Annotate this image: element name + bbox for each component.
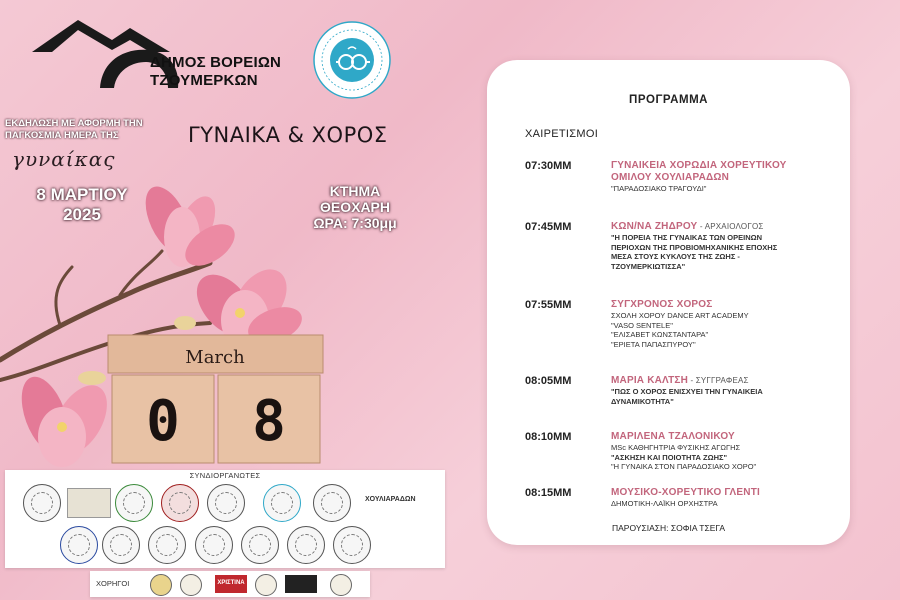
sponsor-logo <box>102 526 140 564</box>
sponsor-logo <box>67 488 111 518</box>
entry-line: ΔΗΜΟΤΙΚΗ-ΛΑΪΚΗ ΟΡΧΗΣΤΡΑ <box>611 499 718 508</box>
supporter-logo <box>330 574 352 596</box>
program-card <box>487 60 850 545</box>
illustration <box>0 175 490 475</box>
supporter-logo <box>150 574 172 596</box>
entry-head: ΜΑΡΙΑ ΚΑΛΤΣΗ <box>611 375 689 386</box>
entry-line: "VASO SENTELE" <box>611 320 673 330</box>
entry-line: ΔΥΝΑΜΙΚΟΤΗΤΑ" <box>611 396 674 406</box>
entry-line: "ΕΛΙΣΑΒΕΤ ΚΩΝΣΤΑΝΤΑΡΑ" <box>611 330 709 339</box>
program-title: ΠΡΟΓΡΑΜΜΑ <box>629 94 708 106</box>
sponsor-logo <box>148 526 186 564</box>
sponsor-panel <box>5 470 445 568</box>
entry-head: ΜΑΡΙΛΕΝΑ ΤΖΑΛΟΝΙΚΟΥ <box>611 431 735 442</box>
entry-head: ΜΟΥΣΙΚΟ-ΧΟΡΕΥΤΙΚΟ ΓΛΕΝΤΙ <box>611 487 760 498</box>
entry-time: 08:15ΜΜ <box>525 487 572 499</box>
entry-time: 08:05ΜΜ <box>525 375 572 387</box>
sponsor-logo <box>263 484 301 522</box>
calendar-digit-2: 8 <box>252 389 286 454</box>
venue-line-2: ΘΕΟΧΑΡΗ <box>319 199 390 215</box>
entry-head: ΣΥΓΧΡΟΝΟΣ ΧΟΡΟΣ <box>611 299 713 310</box>
program-greetings: ΧΑΙΡΕΤΙΣΜΟΙ <box>525 128 599 140</box>
sponsor-logo <box>161 484 199 522</box>
magnolia-flower-icon <box>13 371 119 467</box>
entry-time: 07:55ΜΜ <box>525 299 572 311</box>
entry-line: "ΠΑΡΑΔΟΣΙΑΚΟ ΤΡΑΓΟΥΔΙ" <box>611 184 707 193</box>
municipality-line-1: ΔΗΜΟΣ ΒΟΡΕΙΩΝ <box>150 54 282 71</box>
sponsor-named: ΧΟΥΛΙΑΡΑΔΩΝ <box>365 496 416 503</box>
event-date-line-1: 8 ΜΑΡΤΙΟΥ <box>36 185 128 204</box>
supporters-label: ΧΟΡΗΓΟΙ <box>96 579 130 588</box>
presenter: ΠΑΡΟΥΣΙΑΣΗ: ΣΟΦΙΑ ΤΣΕΓΑ <box>612 523 725 533</box>
sponsor-logo <box>115 484 153 522</box>
script-word: γυναίκας <box>12 147 116 171</box>
municipality-name <box>150 54 281 90</box>
entry-line: "ΑΣΚΗΣΗ ΚΑΙ ΠΟΙΟΤΗΤΑ ΖΩΗΣ" <box>611 452 728 462</box>
venue-time: ΩΡΑ: 7:30μμ <box>313 215 397 231</box>
supporter-logo <box>285 575 317 593</box>
entry-role: - ΣΥΓΓΡΑΦΕΑΣ <box>688 376 749 385</box>
calendar-month: March <box>185 347 245 368</box>
entry-head: ΚΩΝ/ΝΑ ΖΗΔΡΟΥ <box>611 221 698 232</box>
entry-head: ΓΥΝΑΙΚΕΙΑ ΧΟΡΩΔΙΑ ΧΟΡΕΥΤΙΚΟΥ <box>611 160 787 171</box>
sponsor-heading: ΣΥΝΔΙΟΡΓΑΝΩΤΕΣ <box>189 471 261 480</box>
sponsor-logo <box>207 484 245 522</box>
sponsor-logo <box>195 526 233 564</box>
event-title: ΓΥΝΑΙΚΑ & ΧΟΡΟΣ <box>188 123 388 147</box>
supporter-logo <box>215 575 247 593</box>
entry-line: "ΠΩΣ Ο ΧΟΡΟΣ ΕΝΙΣΧΥΕΙ ΤΗΝ ΓΥΝΑΙΚΕΙΑ <box>611 387 763 396</box>
supporters-panel <box>90 571 370 597</box>
entry-time: 07:30ΜΜ <box>525 160 572 172</box>
entry-line: "Η ΠΟΡΕΙΑ ΤΗΣ ΓΥΝΑΙΚΑΣ ΤΩΝ ΟΡΕΙΝΩΝ <box>611 233 763 242</box>
event-date-line-2: 2025 <box>63 205 101 224</box>
sponsor-logo <box>287 526 325 564</box>
wooden-calendar-icon <box>108 335 323 463</box>
venue-line-1: ΚΤΗΜΑ <box>329 183 381 199</box>
entry-line: MSc ΚΑΘΗΓΗΤΡΙΑ ΦΥΣΙΚΗΣ ΑΓΩΓΗΣ <box>611 443 741 452</box>
entry-line: ΣΧΟΛΗ ΧΟΡΟΥ DANCE ART ACADEMY <box>611 311 749 320</box>
entry-line: ΜΕΣΑ ΣΤΟΥΣ ΚΥΚΛΟΥΣ ΤΗΣ ΖΩΗΣ - <box>611 252 740 261</box>
supporter-logo <box>180 574 202 596</box>
supporter-red-logo-text: ΧΡΙΣΤΙΝΑ <box>217 580 245 586</box>
sponsor-logo <box>23 484 61 522</box>
entry-line: "Η ΓΥΝΑΙΚΑ ΣΤΟΝ ΠΑΡΑΔΟΣΙΑΚΟ ΧΟΡΟ" <box>611 462 757 471</box>
event-caption-line-2: ΠΑΓΚΟΣΜΙΑ ΗΜΕΡΑ ΤΗΣ <box>5 130 119 141</box>
sponsor-logo <box>60 526 98 564</box>
sponsor-logo <box>333 526 371 564</box>
entry-line: "ΕΡΙΕΤΑ ΠΑΠΑΣΠΥΡΟΥ" <box>611 339 696 349</box>
entry-role: - ΑΡΧΑΙΟΛΟΓΟΣ <box>697 222 764 231</box>
entry-head: ΟΜΙΛΟΥ ΧΟΥΛΙΑΡΑΔΩΝ <box>611 172 730 183</box>
supporter-logo <box>255 574 277 596</box>
entry-line: ΠΕΡΙΟΧΩΝ ΤΗΣ ΠΡΟΒΙΟΜΗΧΑΝΙΚΗΣ ΕΠΟΧΗΣ <box>611 242 778 252</box>
entry-time: 07:45ΜΜ <box>525 221 572 233</box>
sponsor-logo <box>241 526 279 564</box>
entry-line: ΤΖΟΥΜΕΡΚΙΩΤΙΣΣΑ" <box>611 261 686 271</box>
entry-time: 08:10ΜΜ <box>525 431 572 443</box>
event-caption-line-1: ΕΚΔΗΛΩΣΗ ΜΕ ΑΦΟΡΜΗ ΤΗΝ <box>5 118 143 129</box>
venus-mars-seal-icon <box>312 20 392 100</box>
calendar-digit-1: 0 <box>146 389 180 454</box>
municipality-line-2: ΤΖΟΥΜΕΡΚΩΝ <box>150 72 258 89</box>
sponsor-logo <box>313 484 351 522</box>
event-caption <box>5 118 180 142</box>
